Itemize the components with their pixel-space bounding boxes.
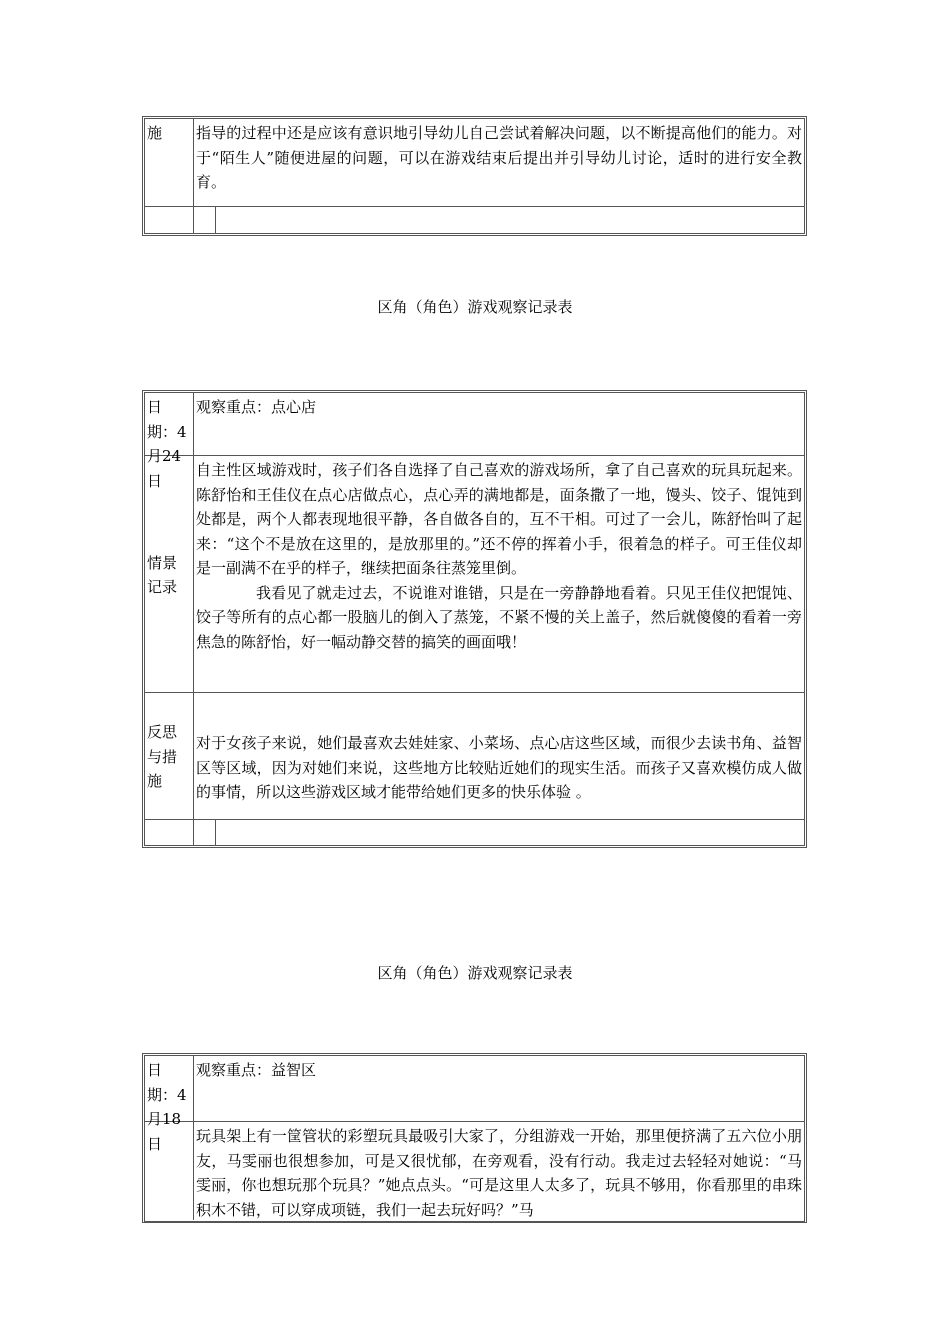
scene-paragraph: 自主性区域游戏时，孩子们各自选择了自己喜欢的游戏场所，拿了自己喜欢的玩具玩起来。陈舒怡和王佳仪在点心店做点心，点心弄的满地都是，面条撒了一地，馒头、饺子、馄饨到处都是，两个人都表现地很平静，各自做各自的，互不干相。可过了一会儿，陈舒怡叫了起来：“这个不是放在这里的，是放那里的。”还不停的挥着小手，很着急的样子。可王佳仪却是一副满不在乎的样子，继续把面条往蒸笼里倒。 bbox=[196, 461, 802, 577]
scene-label: 情景记录 bbox=[145, 456, 194, 692]
table-title: 区角（角色）游戏观察记录表 bbox=[377, 298, 573, 316]
observation-table-3 bbox=[142, 1053, 807, 1223]
empty-cell bbox=[194, 820, 216, 845]
empty-cell bbox=[145, 820, 194, 845]
reflection-text: 对于女孩子来说，她们最喜欢去娃娃家、小菜场、点心店这些区域，而很少去读书角、益智区等区域，因为对她们来说，这些地方比较贴近她们的现实生活。而孩子又喜欢模仿成人做的事情，所以这些游戏区域才能带给她们更多的快乐体验 。 bbox=[196, 734, 802, 801]
scene-row bbox=[145, 1122, 804, 1220]
scene-text bbox=[194, 456, 804, 692]
measures-label: 施 bbox=[145, 119, 194, 206]
scene-label bbox=[145, 1122, 194, 1220]
focus-label: 观察重点：点心店 bbox=[196, 398, 317, 416]
observation-table-2 bbox=[142, 390, 807, 848]
scene-row bbox=[145, 456, 804, 693]
table-title: 区角（角色）游戏观察记录表 bbox=[377, 964, 573, 982]
date-label: 日期：4月18日 bbox=[145, 1056, 194, 1121]
reflection-label: 反思与措施 bbox=[145, 693, 194, 819]
empty-cell bbox=[145, 207, 194, 233]
date-focus-row bbox=[145, 393, 804, 490]
focus-label: 观察重点：益智区 bbox=[196, 1061, 317, 1079]
scene-paragraph: 我看见了就走过去，不说谁对谁错，只是在一旁静静地看着。只见王佳仪把馄饨、饺子等所有的点心都一股脑儿的倒入了蒸笼，不紧不慢的关上盖子，然后就傻傻的看着一旁焦急的陈舒怡，好一幅动静交替的搞笑的画面哦！ bbox=[196, 583, 802, 651]
empty-cell bbox=[216, 207, 804, 233]
scene-text: 玩具架上有一筐管状的彩塑玩具最吸引大家了，分组游戏一开始，那里便挤满了五六位小朋友，马雯丽也很想参加，可是又很忧郁，在旁观看，没有行动。我走过去轻轻对她说：“马雯丽，你也想玩那个玩具？”她点点头。“可是这里人太多了，玩具不够用，你看那里的串珠积木不错，可以穿成项链，我们一起去玩好吗？”马 bbox=[196, 1127, 802, 1219]
measures-text: 指导的过程中还是应该有意识地引导幼儿自己尝试着解决问题，以不断提高他们的能力。对于“陌生人”随便进屋的问题，可以在游戏结束后提出并引导幼儿讨论，适时的进行安全教育。 bbox=[196, 124, 802, 191]
date-label: 日期：4月24日 bbox=[145, 393, 194, 455]
observation-table-1 bbox=[142, 116, 807, 236]
empty-cell bbox=[216, 820, 804, 845]
empty-cell bbox=[194, 207, 216, 233]
reflection-row bbox=[145, 693, 804, 820]
empty-row bbox=[145, 207, 804, 233]
measures-row bbox=[145, 119, 804, 207]
date-focus-row bbox=[145, 1056, 804, 1153]
empty-row bbox=[145, 820, 804, 845]
